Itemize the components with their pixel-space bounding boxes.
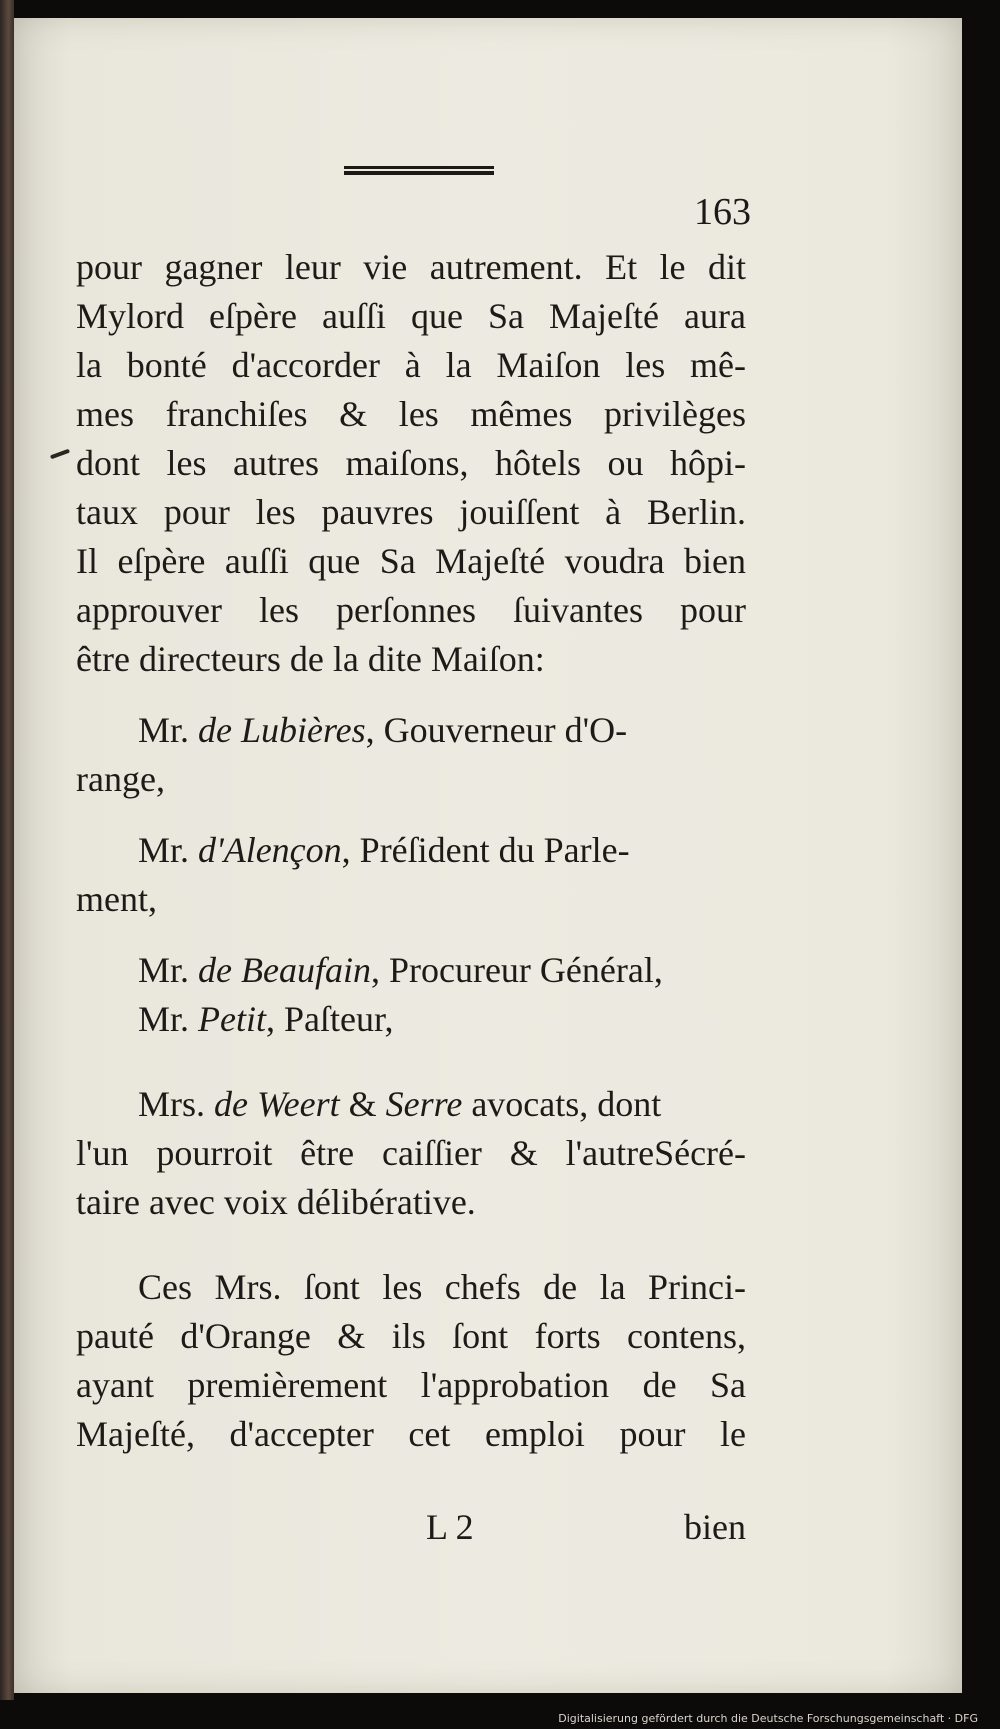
text-line: taux pour les pauvres jouiſſent à Berlin.: [76, 492, 746, 532]
book-edge: [0, 0, 14, 1700]
text-line: Il eſpère auſſi que Sa Majeſté voudra bien: [76, 541, 746, 581]
text-line: Majeſté, d'accepter cet emploi pour le: [76, 1414, 746, 1454]
director-entry: Mr. de Beaufain, Procureur Général,: [138, 950, 663, 990]
body-text: [76, 243, 746, 1459]
director-name: de Beaufain: [198, 950, 371, 990]
book-page: [14, 18, 962, 1693]
text-line: approuver les perſonnes ſuivantes pour: [76, 590, 746, 630]
text-line: la bonté d'accorder à la Maiſon les mê-: [76, 345, 746, 385]
director-entry: Mr. Petit, Paſteur,: [138, 999, 394, 1039]
text-line: Ces Mrs. ſont les chefs de la Princi-: [138, 1267, 746, 1307]
director-name: Petit: [198, 999, 266, 1039]
lawyers-entry: Mrs. de Weert & Serre avocats, dont: [138, 1084, 662, 1124]
director-name: de Lubières: [198, 710, 366, 750]
lawyer-name: de Weert: [214, 1084, 340, 1124]
text-line: l'un pourroit être caiſſier & l'autreSécré-: [76, 1133, 746, 1173]
text-line: taire avec voix délibérative.: [76, 1182, 476, 1222]
text-line: être directeurs de la dite Maiſon:: [76, 639, 545, 679]
text-line: ment,: [76, 879, 157, 919]
ornamental-rule: [344, 166, 494, 178]
text-line: ayant premièrement l'approbation de Sa: [76, 1365, 746, 1405]
digitization-credit: Digitalisierung gefördert durch die Deutsche Forschungsgemeinschaft · DFG: [558, 1712, 978, 1725]
director-entry: Mr. d'Alençon, Préſident du Parle-: [138, 830, 630, 870]
text-line: Mylord eſpère auſſi que Sa Majeſté aura: [76, 296, 746, 336]
director-name: d'Alençon: [198, 830, 342, 870]
text-line: range,: [76, 759, 165, 799]
text-line: pour gagner leur vie autrement. Et le dit: [76, 247, 746, 287]
text-line: dont les autres maiſons, hôtels ou hôpi-: [76, 443, 746, 483]
signature-mark: L 2: [426, 1507, 474, 1547]
page-number: 163: [694, 191, 751, 233]
page-footer: [76, 1503, 746, 1552]
director-entry: Mr. de Lubières, Gouverneur d'O-: [138, 710, 628, 750]
text-line: mes franchiſes & les mêmes privilèges: [76, 394, 746, 434]
text-line: pauté d'Orange & ils ſont forts contens,: [76, 1316, 746, 1356]
lawyer-name: Serre: [385, 1084, 463, 1124]
catchword: bien: [684, 1507, 746, 1547]
pen-mark: [50, 449, 70, 460]
